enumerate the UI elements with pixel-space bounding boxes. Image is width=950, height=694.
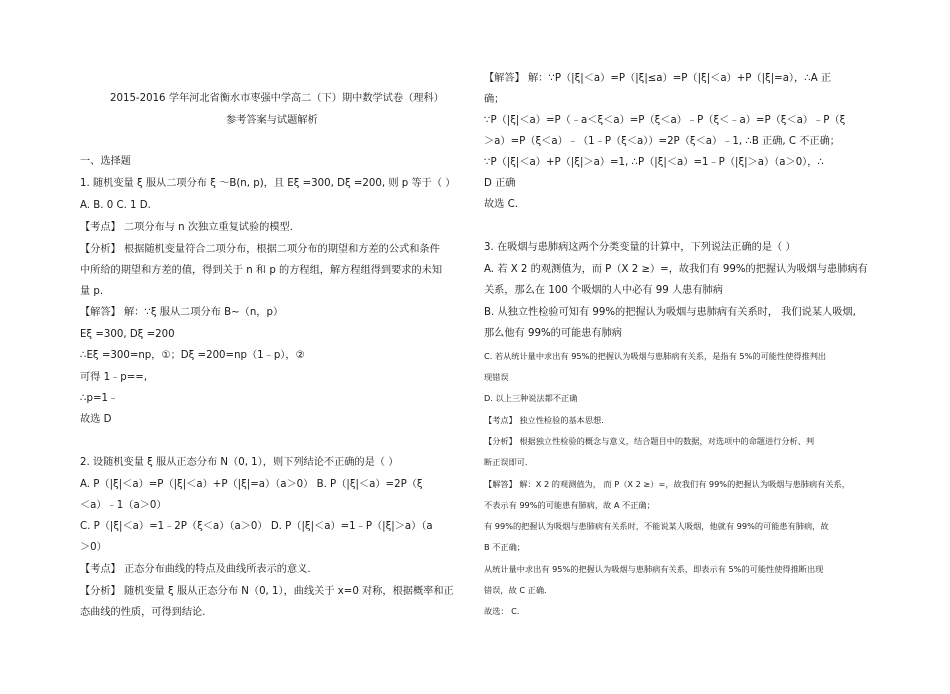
q3-kaodian: 【考点】 独立性检验的基本思想. [484, 415, 604, 425]
q1-fenxi-line2: 中所给的期望和方差的值，得到关于 n 和 p 的方程组，解方程组得到要求的未知 [80, 265, 443, 276]
q3-option-b-line2: 那么他有 99%的可能患有肺病 [484, 328, 622, 339]
q1-jieda-line4: 可得 1﹣p==, [80, 372, 148, 383]
q3-option-d: D. 以上三种说法都不正确 [484, 393, 578, 403]
q2-jieda-line3: ∵P（|ξ|＜a）=P（﹣a＜ξ＜a）=P（ξ＜a）﹣P（ξ＜﹣a）=P（ξ＜a）﹣P（ξ [484, 115, 846, 126]
q2-answer: 故选 C. [484, 199, 518, 210]
q3-jieda-line6: 错误，故 C 正确. [484, 585, 547, 595]
q2-jieda-line4: ＞a）=P（ξ＜a）﹣（1﹣P（ξ＜a））=2P（ξ＜a）﹣1, ∴B 正确, C 不正确； [484, 136, 840, 147]
q1-jieda-line2: Eξ =300, Dξ =200 [80, 329, 175, 340]
q3-answer: 故选： C. [484, 606, 520, 616]
q2-fenxi-line2: 态曲线的性质，可得到结论. [80, 607, 206, 618]
q1-jieda-line3: ∴Eξ =300=np，①；Dξ =200=np（1﹣p），② [80, 350, 305, 361]
q3-option-b-line1: B. 从独立性检验可知有 99%的把握认为吸烟与患肺病有关系时， 我们说某人吸烟, [484, 307, 856, 318]
q2-stem: 2. 设随机变量 ξ 服从正态分布 N（0, 1），则下列结论不正确的是（ ） [80, 457, 399, 468]
exam-subtitle: 参考答案与试题解析 [226, 115, 318, 126]
q1-answer: 故选 D [80, 414, 112, 425]
q3-option-a-line1: A. 若 X 2 的观测值为，而 P（X 2 ≥）=，故我们有 99%的把握认为吸烟与患肺病有 [484, 264, 868, 275]
q3-option-c-line2: 现错误 [484, 372, 509, 382]
q1-options: A. B. 0 C. 1 D. [80, 200, 151, 211]
q1-jieda-line5: ∴p=1﹣ [80, 393, 119, 404]
q3-jieda-line5: 从统计量中求出有 95%的把握认为吸烟与患肺病有关系，即表示有 5%的可能性使得推断出现 [484, 564, 824, 574]
q2-options-line1: A. P（|ξ|＜a）=P（|ξ|＜a）+P（|ξ|=a）（a＞0） B. P（|ξ|＜a）=2P（ξ [80, 479, 423, 490]
q2-options-line4: ＞0） [80, 542, 107, 553]
q3-jieda-line2: 不表示有 99%的可能患有肺病，故 A 不正确； [484, 500, 655, 510]
q2-fenxi-line1: 【分析】 随机变量 ξ 服从正态分布 N（0, 1），曲线关于 x=0 对称，根据概率和正 [80, 586, 454, 597]
q3-jieda-line3: 有 99%的把握认为吸烟与患肺病有关系时，不能说某人吸烟，他就有 99%的可能患有肺病，故 [484, 521, 829, 531]
q1-fenxi-line3: 量 p. [80, 286, 104, 297]
q3-jieda-line1: 【解答】 解：X 2 的观测值为， 而 P（X 2 ≥）=，故我们有 99%的把握认为吸烟与患肺病有关系， [484, 479, 850, 489]
q2-jieda-line2: 确； [484, 94, 505, 105]
q3-option-a-line2: 关系，那么在 100 个吸烟的人中必有 99 人患有肺病 [484, 285, 723, 296]
q2-jieda-line6: D 正确 [484, 178, 516, 189]
q2-jieda-line5: ∵P（|ξ|＜a）+P（|ξ|＞a）=1, ∴P（|ξ|＜a）=1﹣P（|ξ|＞a）（a＞0），∴ [484, 157, 824, 168]
q1-stem: 1. 随机变量 ξ 服从二项分布 ξ ～B(n, p)，且 Eξ =300, Dξ =200, 则 p 等于（ ） [80, 178, 456, 189]
q2-jieda-line1: 【解答】 解：∵P（|ξ|＜a）=P（|ξ|≤a）=P（|ξ|＜a）+P（|ξ|=a），∴A 正 [484, 73, 832, 84]
q2-options-line3: C. P（|ξ|＜a）=1﹣2P（ξ＜a）（a＞0） D. P（|ξ|＜a）=1﹣P（|ξ|＞a）（a [80, 521, 433, 532]
q3-stem: 3. 在吸烟与患肺病这两个分类变量的计算中，下列说法正确的是（ ） [484, 242, 796, 253]
q2-options-line2: ＜a）﹣1（a＞0） [80, 500, 167, 511]
q1-kaodian: 【考点】 二项分布与 n 次独立重复试验的模型. [80, 222, 293, 233]
q1-jieda-line1: 【解答】 解：∵ξ 服从二项分布 B~（n，p） [80, 307, 284, 318]
q3-fenxi-line1: 【分析】 根据独立性检验的概念与意义，结合题目中的数据，对选项中的命题进行分析、判 [484, 436, 815, 446]
section-heading: 一、选择题 [80, 156, 131, 167]
exam-title: 2015-2016 学年河北省衡水市枣强中学高二（下）期中数学试卷（理科） [110, 93, 444, 104]
q2-kaodian: 【考点】 正态分布曲线的特点及曲线所表示的意义. [80, 564, 311, 575]
q3-option-c-line1: C. 若从统计量中求出有 95%的把握认为吸烟与患肺病有关系，是指有 5%的可能性使得推判出 [484, 351, 827, 361]
q1-fenxi-line1: 【分析】 根据随机变量符合二项分布，根据二项分布的期望和方差的公式和条件 [80, 244, 440, 255]
q3-fenxi-line2: 断正误即可. [484, 457, 528, 467]
q3-jieda-line4: B 不正确； [484, 542, 525, 552]
